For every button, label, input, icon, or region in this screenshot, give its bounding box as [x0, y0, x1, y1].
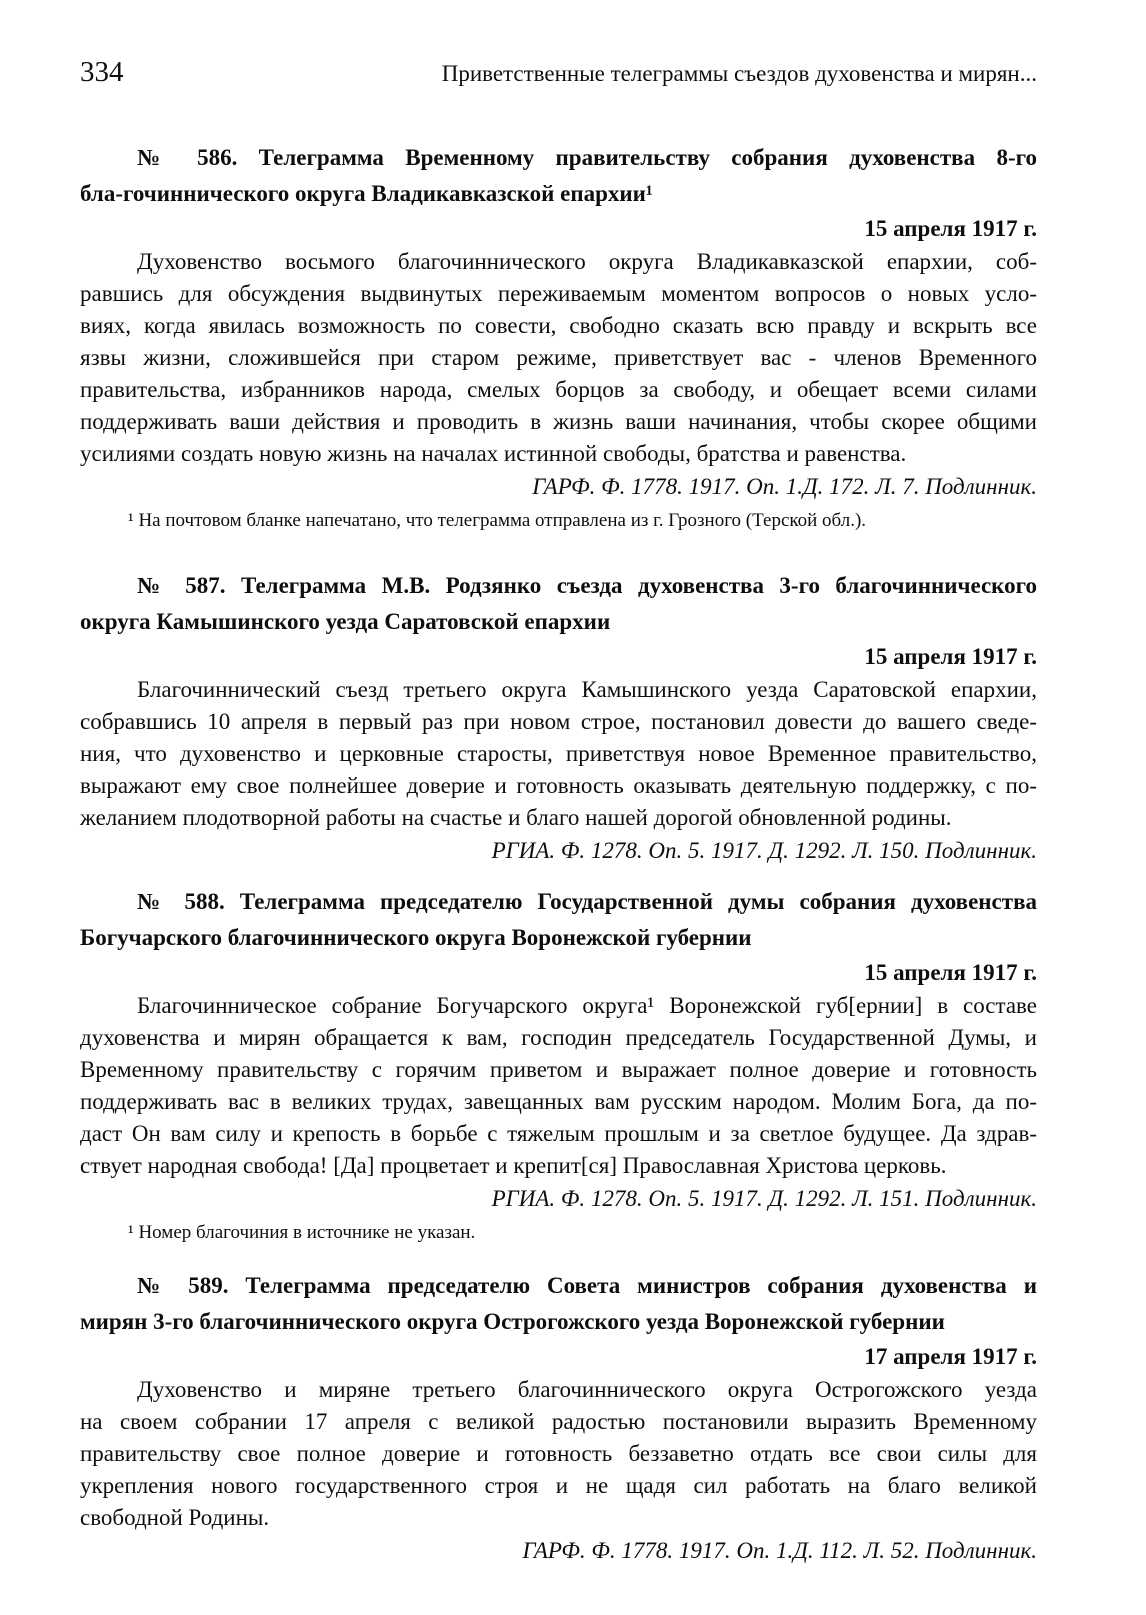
telegram-588-heading: № 588. Телеграмма председателю Государственной думы собрания духовенства Богучарского благочиннического округа Воронежской губернии — [80, 889, 1037, 950]
telegram-586 — [80, 140, 1037, 534]
telegram-587-archive-source: РГИА. Ф. 1278. Оп. 5. 1917. Д. 1292. Л. 150. Подлинник. — [491, 838, 1037, 863]
telegram-586-body: Духовенство восьмого благочиннического округа Владикавказской епархии, соб- равшись для обсуждения выдвинутых переживаемым моментом вопросов о новых усло- виях, когда явилась возможность по совести, свободно сказать всю правду и вскрыть все язвы жизни, сложившейся при старом режиме, приветствует вас - членов Временного правительства, избранников народа, смелых борцов за свободу, и обещает всеми силами поддерживать ваши действия и проводить в жизнь ваши начинания, чтобы скорее общими усилиями создать новую жизнь на началах истинной свободы, братства и равенства. — [80, 249, 1037, 466]
telegram-586-heading: № 586. Телеграмма Временному правительству собрания духовенства 8-го бла-гочиннического округа Владикавказской епархии¹ — [80, 145, 1037, 206]
telegram-588-body: Благочинническое собрание Богучарского округа¹ Воронежской губ[ернии] в составе духовенства и мирян обращается к вам, господин председатель Государственной Думы, и Временному правительству с горячим приветом и выражает полное доверие и готовность поддерживать вас в великих трудах, завещанных вам русским народом. Молим Бога, да по- даст Он вам силу и крепость в борьбе с тяжелым прошлым и за светлое будущее. Да здрав- ствует народная свобода! [Да] процветает и крепит[ся] Православная Христова церковь. — [80, 993, 1037, 1178]
telegram-586-footnote: ¹ На почтовом бланке напечатано, что телеграмма отправлена из г. Грозного (Терской обл.). — [128, 510, 867, 531]
telegram-586-archive-source: ГАРФ. Ф. 1778. 1917. Оп. 1.Д. 172. Л. 7. Подлинник. — [532, 474, 1037, 499]
telegram-589 — [80, 1268, 1037, 1567]
telegram-588-date: 15 апреля 1917 г. — [864, 960, 1037, 985]
telegram-587 — [80, 568, 1037, 867]
telegram-589-archive-source: ГАРФ. Ф. 1778. 1917. Оп. 1.Д. 112. Л. 52. Подлинник. — [522, 1538, 1037, 1563]
telegram-587-date: 15 апреля 1917 г. — [864, 644, 1037, 669]
telegram-588 — [80, 884, 1037, 1246]
telegram-589-heading: № 589. Телеграмма председателю Совета министров собрания духовенства и мирян 3-го благочиннического округа Острогожского уезда Воронежской губернии — [80, 1273, 1037, 1334]
telegram-587-body: Благочиннический съезд третьего округа Камышинского уезда Саратовской епархии, собравшись 10 апреля в первый раз при новом строе, постановил довести до вашего сведе- ния, что духовенство и церковные старосты, приветствуя новое Временное правительство, выражают ему свое полнейшее доверие и готовность оказывать деятельную поддержку, с по- желанием плодотворной работы на счастье и благо нашей дорогой обновленной родины. — [80, 677, 1037, 830]
telegram-587-heading: № 587. Телеграмма М.В. Родзянко съезда духовенства 3-го благочиннического округа Камышинского уезда Саратовской епархии — [80, 573, 1037, 634]
telegram-588-footnote: ¹ Номер благочиния в источнике не указан. — [128, 1222, 476, 1243]
running-head: Приветственные телеграммы съездов духовенства и мирян... — [441, 61, 1037, 86]
telegram-589-date: 17 апреля 1917 г. — [864, 1344, 1037, 1369]
page-number: 334 — [80, 56, 124, 88]
telegram-589-body: Духовенство и миряне третьего благочиннического округа Острогожского уезда на своем собрании 17 апреля с великой радостью постановили выразить Временному правительству свое полное доверие и готовность беззаветно отдать все свои силы для укрепления нового государственного строя и не щадя сил работать на благо великой свободной Родины. — [80, 1377, 1037, 1530]
page-header — [80, 56, 1037, 90]
telegram-586-date: 15 апреля 1917 г. — [864, 216, 1037, 241]
telegram-588-archive-source: РГИА. Ф. 1278. Оп. 5. 1917. Д. 1292. Л. 151. Подлинник. — [491, 1186, 1037, 1211]
